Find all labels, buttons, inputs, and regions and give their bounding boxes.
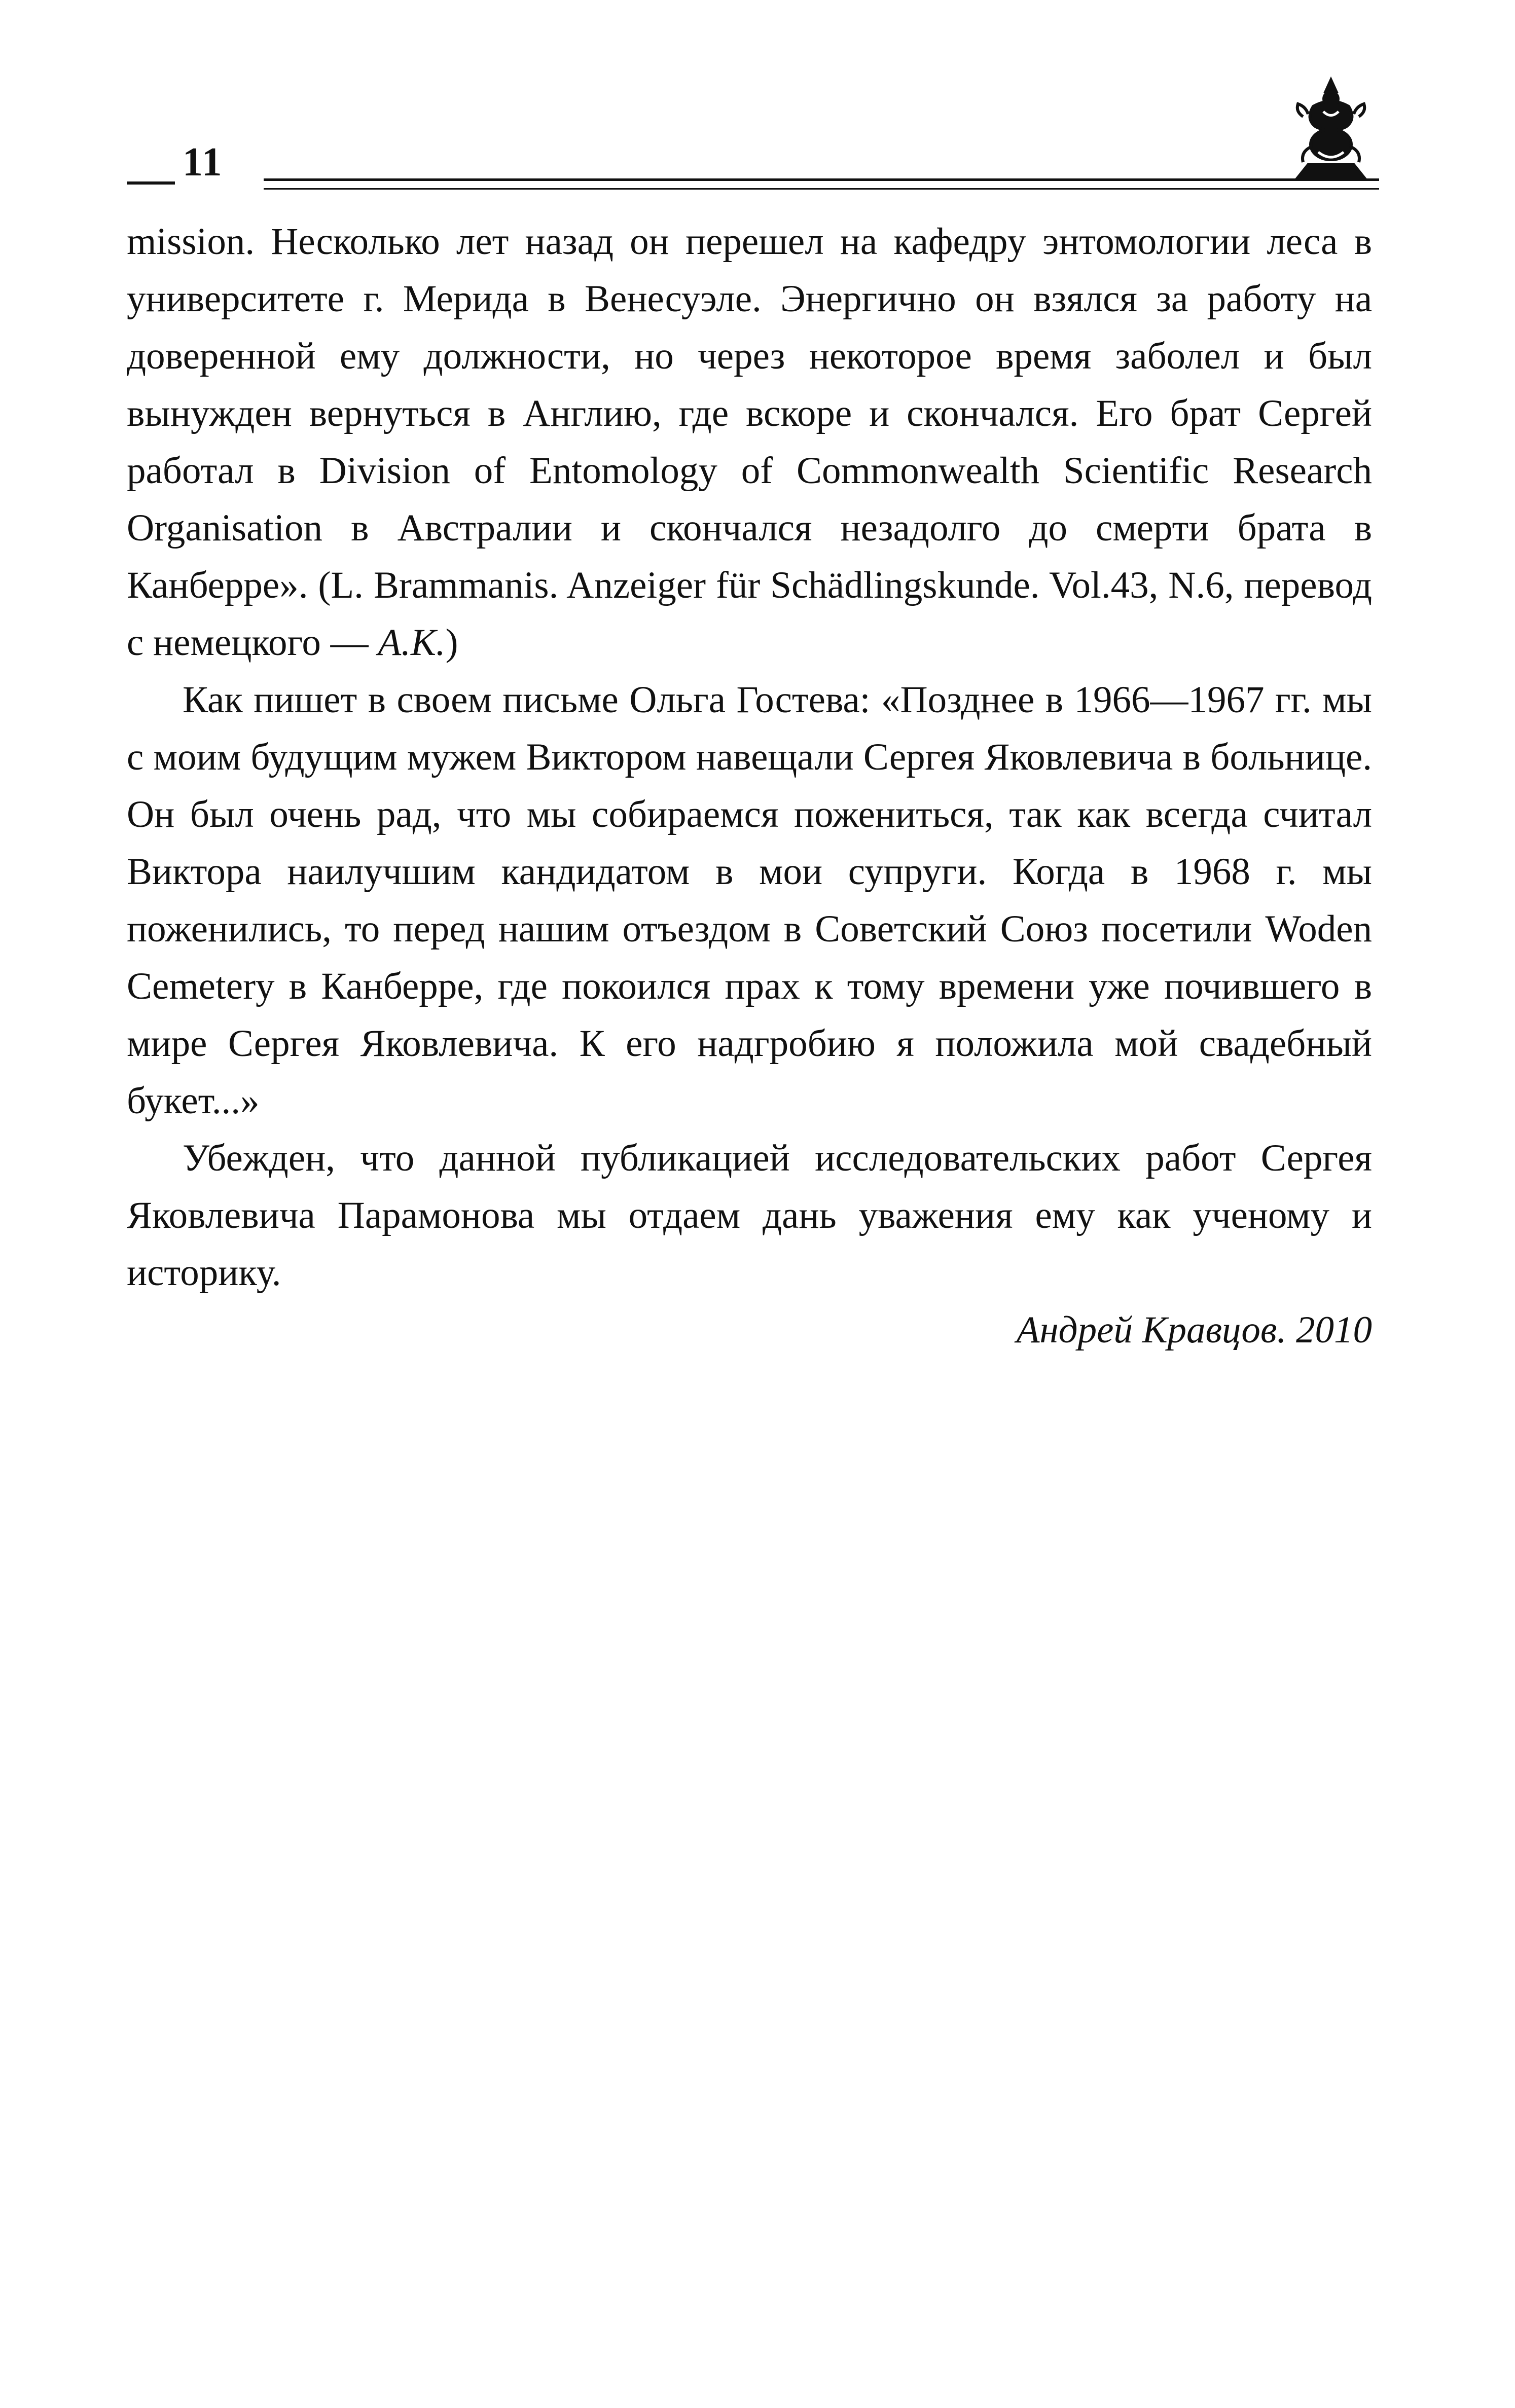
paragraph-1-initials: А.К. [378, 622, 446, 664]
author-signature: Андрей Кравцов. 2010 [1016, 1309, 1372, 1351]
ornamental-emblem-icon [1288, 76, 1374, 183]
header-rule-right [264, 178, 1379, 190]
header-rule-left [127, 181, 175, 185]
paragraph-1-tail: ) [445, 622, 458, 664]
page-number: 11 [183, 140, 223, 185]
paragraph-2: Как пишет в своем письме Ольга Гостева: «Позднее в 1966—1967 гг. мы с моим будущим мужем Виктором навещали Сергея Яковлевича в больнице. Он был очень рад, что мы собираемся пожениться, так как всегда считал Виктора наилучшим кандидатом в мои супруги. Когда в 1968 г. мы поженились, то перед нашим отъездом в Советский Союз посетили Woden Cemetery в Канберре, где покоился прах к тому времени уже почившего в мире Сергея Яковлевича. К его надгробию я положила мой свадебный букет...» [127, 679, 1372, 1122]
main-text [127, 213, 1372, 1359]
paragraph-1 [127, 213, 1372, 671]
paragraph-1-text: mission. Несколько лет назад он перешел на кафедру энтомологии леса в университете г. Мерида в Венесуэле. Энергично он взялся за работу на доверенной ему должности, но через некоторое время заболел и был вынужден вернуться в Англию, где вскоре и скончался. Его брат Сергей работал в Division of Entomology of Commonwealth Scientific Research Organisation в Австралии и скончался незадолго до смерти брата в Канберре». (L. Brammanis. Anzeiger für Schädlingskunde. Vol.43, N.6, перевод с немецкого — [127, 221, 1372, 664]
running-header [127, 122, 1379, 203]
paragraph-3: Убежден, что данной публикацией исследовательских работ Сергея Яковлевича Парамонова мы отдаем дань уважения ему как ученому и историку. [127, 1137, 1372, 1294]
